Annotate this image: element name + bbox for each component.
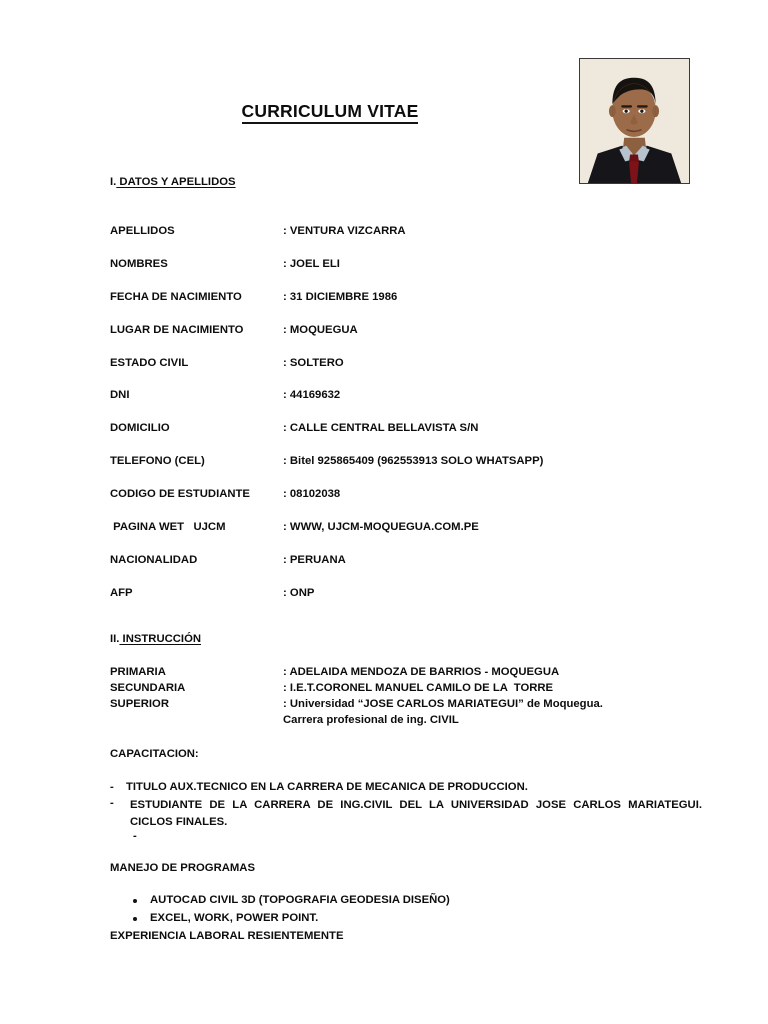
section-title-personal: DATOS Y APELLIDOS (116, 176, 236, 188)
programas-list (0, 894, 768, 929)
row-label: FECHA DE NACIMIENTO (110, 290, 242, 303)
list-item-text: ESTUDIANTE DE LA CARRERA DE ING.CIVIL DEL LA UNIVERSIDAD JOSE CARLOS MARIATEGUI. CICLOS FINALES. (130, 799, 702, 828)
section-heading-personal (110, 176, 236, 188)
list-item (0, 781, 768, 797)
row-value: : 08102038 (283, 488, 341, 501)
list-item (0, 894, 768, 912)
capacitacion-heading: CAPACITACION: (110, 748, 199, 760)
row-value: : SOLTERO (283, 356, 344, 369)
table-row (0, 554, 768, 587)
row-value: : 31 DICIEMBRE 1986 (283, 290, 398, 303)
row-label: DNI (110, 389, 130, 402)
row-label: LUGAR DE NACIMIENTO (110, 323, 244, 336)
row-value: : 44169632 (283, 389, 341, 402)
row-label: TELEFONO (CEL) (110, 455, 205, 468)
table-row (0, 682, 768, 698)
row-label: SECUNDARIA (110, 682, 186, 695)
personal-data-list (0, 225, 768, 620)
row-value: : JOEL ELI (283, 257, 340, 270)
row-label: DOMICILIO (110, 422, 170, 435)
row-value: : VENTURA VIZCARRA (283, 225, 406, 237)
instruction-list (0, 666, 768, 715)
table-row (0, 521, 768, 554)
table-row (0, 666, 768, 682)
section-heading-instruction (110, 633, 201, 645)
section-number-personal: I. (110, 176, 117, 188)
row-value: : ADELAIDA MENDOZA DE BARRIOS - MOQUEGUA (283, 666, 560, 678)
table-row (0, 225, 768, 258)
section-title-instruction: INSTRUCCIÓN (119, 633, 202, 645)
row-label: CODIGO DE ESTUDIANTE (110, 488, 250, 501)
list-item (0, 912, 768, 930)
row-value: : Bitel 925865409 (962553913 SOLO WHATSAPP) (283, 455, 544, 468)
page-title (0, 101, 660, 122)
round-bullet-icon (133, 899, 137, 903)
row-label: ESTADO CIVIL (110, 356, 189, 369)
row-label: PRIMARIA (110, 666, 166, 678)
row-value: : I.E.T.CORONEL MANUEL CAMILO DE LA TORRE (283, 682, 554, 695)
table-row (0, 291, 768, 324)
programas-heading: MANEJO DE PROGRAMAS (110, 862, 255, 874)
list-item-text: AUTOCAD CIVIL 3D (TOPOGRAFIA GEODESIA DISEÑO) (150, 894, 450, 906)
row-label: SUPERIOR (110, 698, 170, 711)
list-item-text: TITULO AUX.TECNICO EN LA CARRERA DE MECANICA DE PRODUCCION. (126, 781, 528, 793)
list-item-text: EXCEL, WORK, POWER POINT. (150, 911, 319, 924)
experiencia-heading: EXPERIENCIA LABORAL RESIENTEMENTE (110, 930, 344, 942)
table-row (0, 258, 768, 291)
dash-bullet-icon: - (110, 781, 114, 793)
instruction-continuation: Carrera profesional de ing. CIVIL (283, 714, 459, 726)
list-item (0, 830, 768, 846)
row-label: NACIONALIDAD (110, 553, 198, 566)
row-value: : WWW, UJCM-MOQUEGUA.COM.PE (283, 521, 479, 534)
table-row (0, 587, 768, 620)
section-number-instruction: II. (110, 633, 120, 645)
row-label: APELLIDOS (110, 225, 175, 237)
row-value: : Universidad “JOSE CARLOS MARIATEGUI” de Moquegua. (283, 698, 603, 711)
round-bullet-icon (133, 917, 137, 921)
row-label: AFP (110, 586, 133, 599)
page-title-text: CURRICULUM VITAE (242, 101, 419, 124)
row-value: : MOQUEGUA (283, 323, 358, 336)
row-value: : ONP (283, 586, 315, 599)
capacitacion-list (0, 781, 768, 846)
list-item (0, 797, 768, 830)
table-row (0, 488, 768, 521)
dash-bullet-icon: - (110, 797, 114, 809)
table-row (0, 357, 768, 390)
table-row (0, 324, 768, 357)
table-row (0, 389, 768, 422)
row-label: NOMBRES (110, 257, 168, 270)
table-row (0, 455, 768, 488)
row-value: : CALLE CENTRAL BELLAVISTA S/N (283, 422, 479, 435)
table-row (0, 698, 768, 714)
row-value: : PERUANA (283, 553, 346, 566)
dash-bullet-icon: - (133, 830, 137, 842)
row-label: PAGINA WET UJCM (110, 521, 226, 534)
table-row (0, 422, 768, 455)
